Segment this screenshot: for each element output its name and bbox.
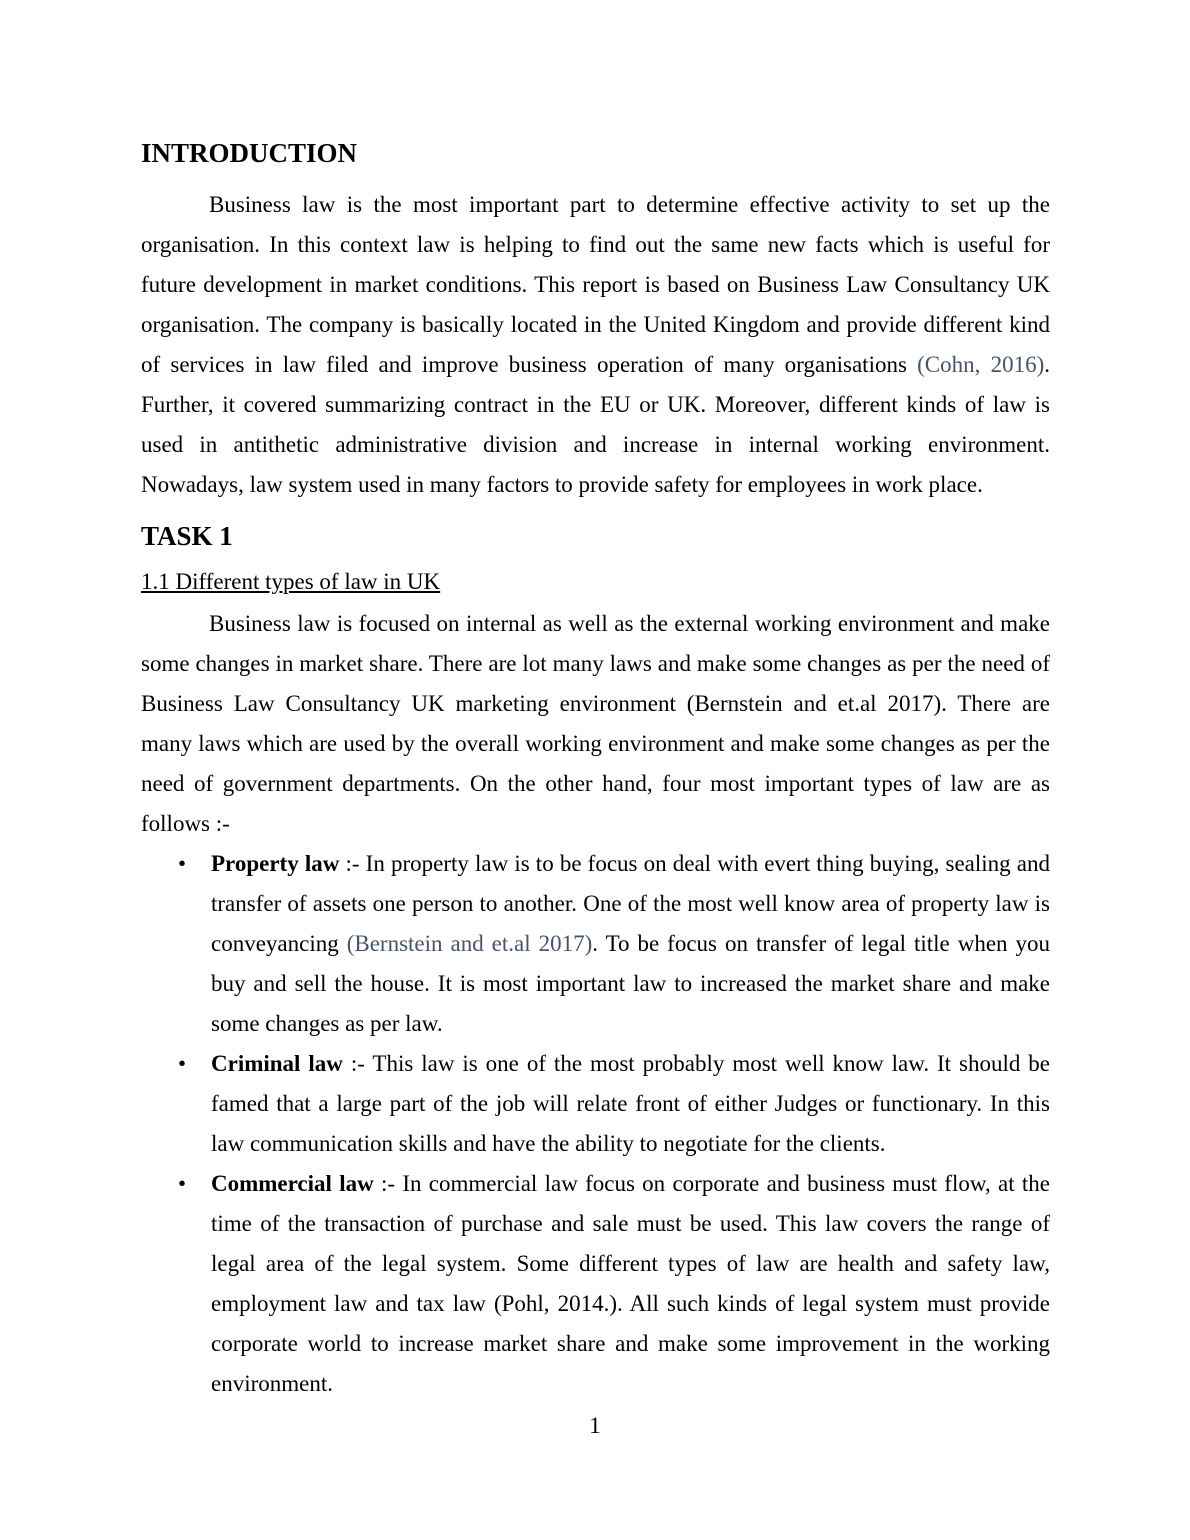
bullet-text: :- This law is one of the most probably most well know law. It should be famed that a large part of the job will relate front of either Judges or functionary. In this law communication skills and have the ability to negotiate for the clients. [211, 1051, 1050, 1156]
bullet-text: :- In property law is to be focus on deal with evert thing buying, sealing and transfer of assets one person to another. One of the most well know area of property law is conveyancing [211, 851, 1050, 956]
section-1-1-subheading: 1.1 Different types of law in UK [141, 569, 441, 594]
intro-paragraph [141, 185, 1050, 505]
intro-paragraph-text-2: . Further, it covered summarizing contract in the EU or UK. Moreover, different kinds of law is used in antithetic administrative division and increase in internal working environment. Nowadays, law system used in many factors to provide safety for employees in work place. [141, 352, 1050, 497]
bullet-icon: • [178, 1051, 187, 1076]
intro-paragraph-text-1: Business law is the most important part to determine effective activity to set up the organisation. In this context law is helping to find out the same new facts which is useful for future development in market conditions. This report is based on Business Law Consultancy UK organisation. The company is basically located in the United Kingdom and provide different kind of services in law filed and improve business operation of many organisations [141, 192, 1050, 377]
intro-heading: INTRODUCTION [141, 138, 358, 168]
list-item-content [211, 1044, 1050, 1164]
bullet-term: Property law [211, 851, 340, 876]
citation-cohn-2016: (Cohn, 2016) [917, 352, 1045, 377]
list-item-criminal-law [141, 1044, 1050, 1164]
list-item-commercial-law [141, 1164, 1050, 1404]
bullet-icon: • [178, 1171, 187, 1196]
bullet-term: Criminal law [211, 1051, 343, 1076]
list-item-content [211, 1164, 1050, 1404]
bullet-icon: • [178, 851, 187, 876]
citation-bernstein-2017: (Bernstein and et.al 2017) [346, 931, 593, 956]
list-item-property-law [141, 844, 1050, 1044]
task1-heading: TASK 1 [141, 521, 233, 551]
list-item-content [211, 844, 1050, 1044]
bullet-text-post: . To be focus on transfer of legal title when you buy and sell the house. It is most important law to increased the market share and make some changes as per law. [211, 931, 1051, 1036]
page-number: 1 [589, 1413, 601, 1438]
task1-paragraph: Business law is focused on internal as well as the external working environment and make some changes in market share. There are lot many laws and make some changes as per the need of Business Law Consultancy UK marketing environment (Bernstein and et.al 2017). There are many laws which are used by the overall working environment and make some changes as per the need of government departments. On the other hand, four most important types of law are as follows :- [141, 611, 1050, 836]
bullet-text: :- In commercial law focus on corporate and business must flow, at the time of the transaction of purchase and sale must be used. This law covers the range of legal area of the legal system. Some different types of law are health and safety law, employment law and tax law (Pohl, 2014.). All such kinds of legal system must provide corporate world to increase market share and make some improvement in the working environment. [211, 1171, 1050, 1396]
bullet-term: Commercial law [211, 1171, 374, 1196]
law-types-bullet-list [141, 844, 1050, 1404]
